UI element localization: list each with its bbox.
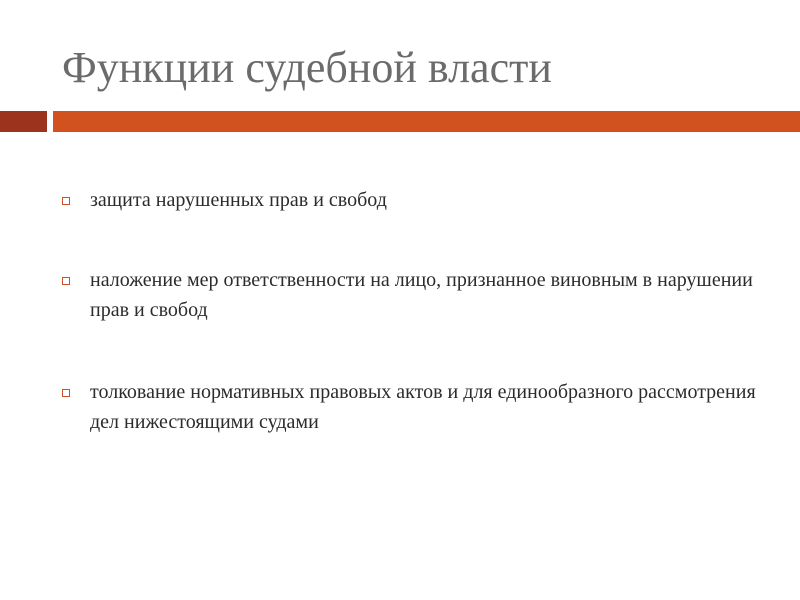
bullet-text: толкование нормативных правовых актов и для единообразного рассмотрения дел нижестоящими судами [90,381,756,433]
square-bullet-icon [62,197,70,205]
bullet-text: защита нарушенных прав и свобод [90,189,387,211]
square-bullet-icon [62,277,70,285]
square-bullet-icon [62,389,70,397]
bullet-text: наложение мер ответственности на лицо, признанное виновным в нарушении прав и свобод [90,269,753,321]
slide-title: Функции судебной власти [62,43,552,92]
